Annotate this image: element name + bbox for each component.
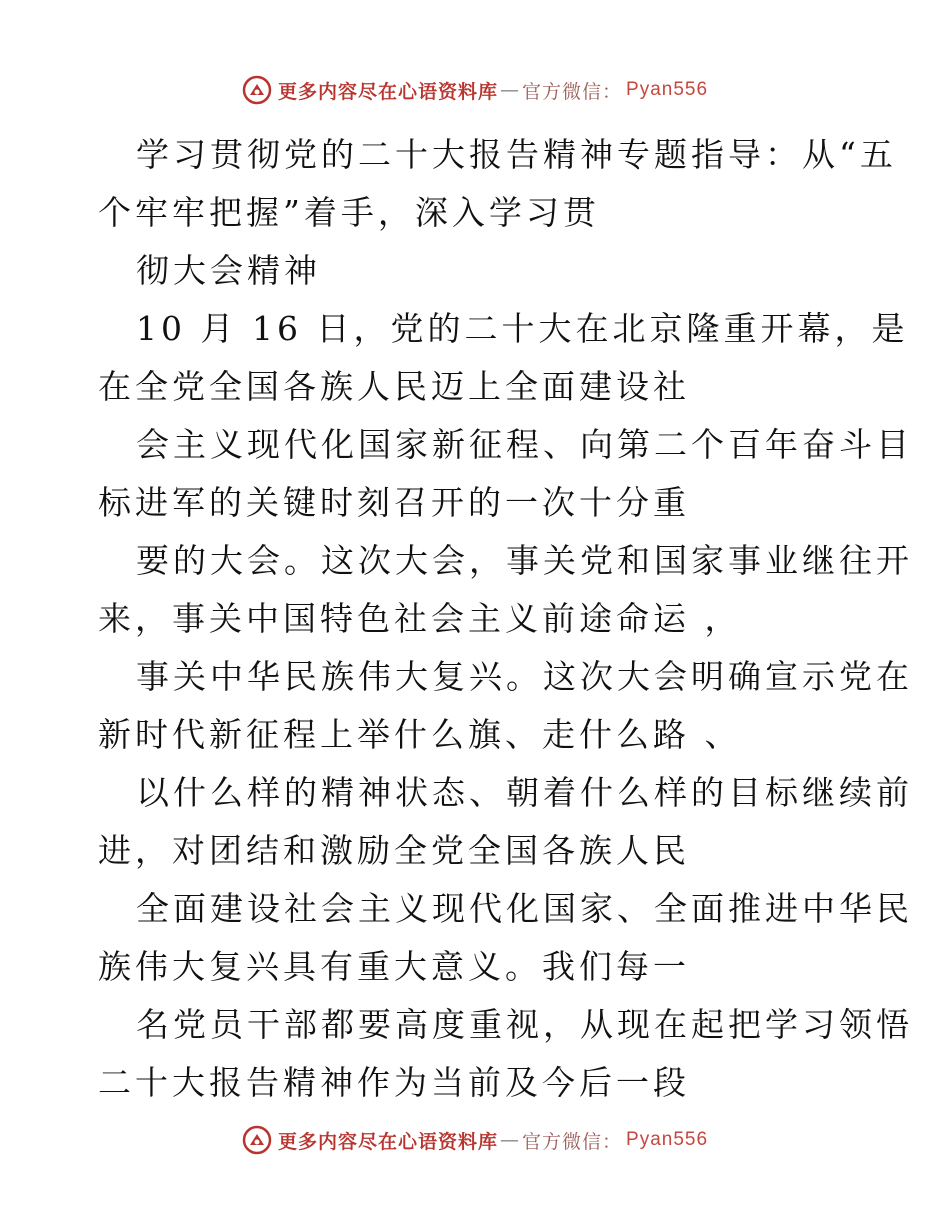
watermark-wechat-id: Pyan556 bbox=[626, 79, 709, 100]
watermark-colon: ： bbox=[602, 80, 623, 103]
watermark-wechat-id: Pyan556 bbox=[626, 1129, 709, 1150]
document-body bbox=[98, 126, 913, 1112]
text-line: 10 月 16 日，党的二十大在北京隆重开幕，是 bbox=[136, 309, 909, 348]
text-line: 标进军的关键时刻召开的一次十分重 bbox=[98, 483, 690, 522]
watermark-separator: — bbox=[499, 79, 520, 101]
watermark-text: 更多内容尽在心语资料库 bbox=[277, 80, 498, 103]
watermark-label: 官方微信 bbox=[521, 80, 602, 103]
text-line: 在全党全国各族人民迈上全面建设社 bbox=[98, 367, 690, 406]
book-logo-icon bbox=[242, 1125, 272, 1155]
text-line: 个牢牢把握”着手，深入学习贯 bbox=[98, 193, 600, 232]
text-line: 事关中华民族伟大复兴。这次大会明确宣示党在 bbox=[136, 657, 913, 696]
text-line: 来，事关中国特色社会主义前途命运 ， bbox=[98, 599, 742, 638]
text-line: 族伟大复兴具有重大意义。我们每一 bbox=[98, 947, 690, 986]
watermark-label: 官方微信 bbox=[521, 1130, 602, 1153]
header-watermark bbox=[0, 70, 950, 110]
text-line: 名党员干部都要高度重视，从现在起把学习领悟 bbox=[136, 1005, 913, 1044]
text-line: 二十大报告精神作为当前及今后一段 bbox=[98, 1063, 690, 1102]
text-line: 要的大会。这次大会，事关党和国家事业继往开 bbox=[136, 541, 913, 580]
text-line: 学习贯彻党的二十大报告精神专题指导：从“五 bbox=[136, 135, 897, 174]
text-line: 彻大会精神 bbox=[136, 251, 321, 290]
text-line: 会主义现代化国家新征程、向第二个百年奋斗目 bbox=[136, 425, 913, 464]
text-line: 全面建设社会主义现代化国家、全面推进中华民 bbox=[136, 889, 913, 928]
book-logo-icon bbox=[242, 75, 272, 105]
watermark-separator: — bbox=[499, 1129, 520, 1151]
footer-watermark bbox=[0, 1120, 950, 1160]
text-line: 进，对团结和激励全党全国各族人民 bbox=[98, 831, 690, 870]
text-line: 以什么样的精神状态、朝着什么样的目标继续前 bbox=[136, 773, 913, 812]
watermark-text: 更多内容尽在心语资料库 bbox=[277, 1130, 498, 1153]
watermark-colon: ： bbox=[602, 1130, 623, 1153]
text-line: 新时代新征程上举什么旗、走什么路 、 bbox=[98, 715, 742, 754]
